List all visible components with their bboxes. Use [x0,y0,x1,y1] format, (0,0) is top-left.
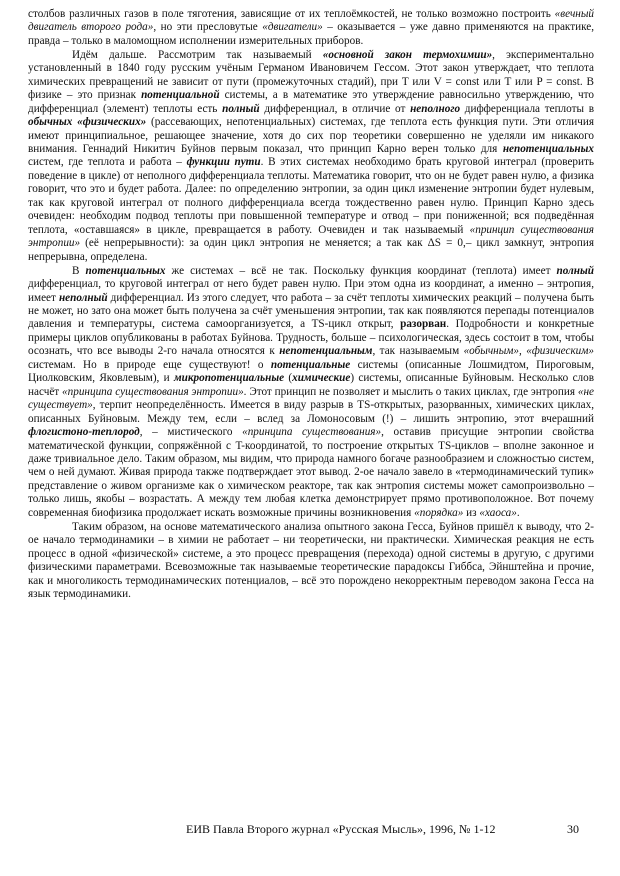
emphasis-text: «не существует» [28,385,594,412]
emphasis-text: неполный [58,291,108,304]
text-run: ) системы, описанные Буйновым. Несколько слов насчёт [28,372,594,398]
text-run: . Этот принцип не позволяет и мыслить о таких циклах, где энтропия [243,385,578,398]
text-run: дифференциал, в отличие от [259,102,411,115]
article-body [28,8,594,602]
text-run: из [463,506,480,519]
text-run: Таким образом, на основе математического анализа опытного закона Гесса, Буйнов пришёл к выводу, что 2-ое начало термодинамики – в химии не работает – ни теоретически, ни практически. Химическая реакция не есть процесс в одной «физической» системе, а это процесс превращения (перехода) одной системы в другую, с другими физическими параметрами. Всевозможные так называемые теоретические парадоксы Гиббса, Эйнштейна и прочие, как и многоликость термодинамических потенциалов, – всё это порождено некорректным переводом закона Гесса на язык термодинамики. [28,520,594,600]
emphasis-text: «порядка» [414,506,464,519]
text-run: , терпит неопределённость. Имеется в виду разрыв в TS-открытых, разорванных, химических циклах, описанных Буйновым. Между тем, если – вслед за Ломоносовым (!) – лишить энтропию, этот вчерашний [28,399,594,425]
emphasis-text: обычных «физических» [28,116,147,129]
emphasis-text: «основной закон термохимии» [322,48,493,61]
text-run: , – мистического [139,426,243,439]
emphasis-text: «принцип существования энтропии» [28,223,594,250]
emphasis-text: химические [292,372,351,385]
emphasis-text: непотенциальных [502,143,594,156]
emphasis-text: «двигатели» [262,21,323,34]
text-run: дифференциала теплоты в [460,102,594,115]
text-run: системы (описанные Лошмидтом, Пироговым, Циолковским, Яковлевым), и [28,358,595,385]
text-run: систем, где теплота и работа – [28,156,187,169]
text-run: В [72,264,86,277]
text-run: , оставив присущие энтропии свойства математической функции, сопряжённой с T-координатой, то построение открытых TS-циклов – вполне законное и даже тривиальное дело. Таким образом, мы видим, что природа намного богаче разнообразием и сложностью систем, чем о ней думают. Живая природа также подтверждает этот вывод. 2-ое начало завело в «термодинамический тупик» представление о живом организме как о химическом реакторе, так как энтропия системы может самопроизвольно – только лишь, якобы – возрастать. А между тем любая клетка демонстрирует прямо противоположное. Вот почему современная биофизика продолжает искать возможные причины возникновения [28,426,594,519]
text-run: (её непрерывности): за один цикл энтропия не меняется; а так как ΔS = 0,– цикл замкнут, энтропия непрерывна, определена. [28,237,594,263]
text-run: (рассевающих, непотенциальных) системах, где теплота есть функция пути. Эти отличия имеют принципиальное, решающее значение, хотя до сих пор теоретики совершенно не уделяли им никакого внимания. Геннадий Никитич Буйнов первым показал, что принцип Карно верен только для [28,116,594,156]
emphasis-text: полный [222,102,260,115]
text-run: . В этих системах необходимо брать круговой интеграл (проверить поведение в цикле) от неполного дифференциала теплоты. Математика говорит, что он не будет равен нулю, а физика говорит, что это и будет работа. Далее: по определению энтропии, за один цикл изменение энтропии будет нулевым, так как круговой интеграл от полного дифференциала всегда тождественно равен нулю. Принцип Карно здесь очевиден: необходим подвод теплоты при повышенной температуре и отвод – при пониженной; вся подведённая теплота, «оставшаяся» в цикле, превращается в работу. Очевиден и так называемый [28,156,594,236]
emphasis-text: флогистоно-теплород [28,426,140,439]
text-run: , экспериментально установленный в 1840 году русским учёным Германом Ивановичем Гессом. Этот закон утверждает, что теплота химических превращений не зависит от пути (промежуточных стадий), при T или V = const или T или P = const. В физике – это признак [28,48,594,102]
emphasis-text: микропотенциальные [173,372,285,385]
page-number: 30 [567,822,579,836]
emphasis-text: функции пути [186,156,261,169]
text-run: системам. Но в природе еще существуют! о [28,358,271,371]
emphasis-text: потенциальных [85,264,166,277]
emphasis-text: «принципа существования» [242,426,382,439]
emphasis-text: «обычным», «физическим» [463,345,594,358]
text-run: ( [284,372,293,385]
text-run: дифференциал. Из этого следует, что работа – за счёт теплоты химических реакций – получена быть не может, но зато она может быть получена за счёт уменьшения энтропии, так как появляются перепады потенциалов давления и температуры, система самоорганизуется, а TS-цикл открыт, [28,291,595,331]
paragraph [28,521,594,602]
paragraph [28,265,594,521]
text-run: столбов различных газов в поле тяготения, зависящие от их теплоёмкостей, не только возможно построить [28,8,555,20]
emphasis-text: разорван [400,318,447,331]
paragraph [28,49,594,264]
text-run: же системах – всё не так. Поскольку функция координат (теплота) имеет [165,264,557,277]
text-run: , но эти пресловутые [153,21,263,34]
paragraph [28,8,594,48]
emphasis-text: неполного [410,102,461,115]
text-run: системы, а в математике это утверждение равносильно утверждению, что дифференциал (элемент) теплоты есть [28,89,594,115]
footer-source: ЕИВ Павла Второго журнал «Русская Мысль», 1996, № 1-12 [186,822,496,836]
emphasis-text: полный [556,264,594,277]
text-run: – оказывается – уже давно применяются на практике, правда – только в маломощном исполнении измерительных приборов. [28,21,594,47]
text-run: . Подробности и конкретные примеры циклов опубликованы в работах Буйнова. Трудность, больше – психологическая, здесь состоит в том, чтобы осознать, что все выводы 2-го начала относятся к [28,318,594,358]
text-run: Идём дальше. Рассмотрим так называемый [72,48,323,61]
emphasis-text: «вечный двигатель второго рода» [28,8,594,34]
emphasis-text: потенциальные [270,358,351,371]
text-run: дифференциал, то круговой интеграл от него будет равен нулю. При этом одна из координат, а именно – энтропия, имеет [28,278,594,304]
emphasis-text: непотенциальным [279,345,373,358]
text-run: . [516,506,520,519]
text-run: , так называемым [372,345,464,358]
emphasis-text: потенциальной [141,89,220,102]
emphasis-text: «хаоса» [479,506,517,519]
emphasis-text: «принципа существования энтропии» [62,385,244,398]
